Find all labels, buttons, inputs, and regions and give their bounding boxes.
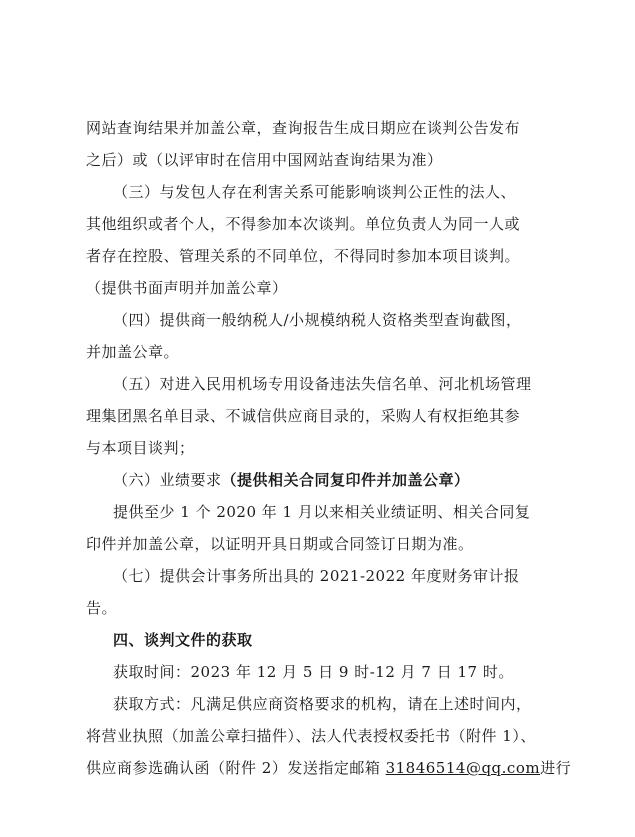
clause-3-line: （三）与发包人存在利害关系可能影响谈判公正性的法人、 <box>113 183 517 201</box>
section-4-heading: 四、谈判文件的获取 <box>113 631 253 649</box>
paragraph-line: 与本项目谈判； <box>86 439 195 457</box>
paragraph-line: 印件并加盖公章，以证明开具日期或合同签订日期为准。 <box>86 535 474 553</box>
acquire-time: 获取时间：2023 年 12 月 5 日 9 时-12 月 7 日 17 时。 <box>113 663 514 681</box>
acquire-method-line: 获取方式：凡满足供应商资格要求的机构，请在上述时间内， <box>113 695 532 713</box>
paragraph-line: 提供至少 1 个 2020 年 1 月以来相关业绩证明、相关合同复 <box>113 503 531 521</box>
clause-5-line: （五）对进入民用机场专用设备违法失信名单、河北机场管理 <box>113 375 532 393</box>
acquire-method-line <box>86 758 571 778</box>
paragraph-line: 者存在控股、管理关系的不同单位，不得同时参加本项目谈判。 <box>86 247 521 265</box>
acquire-method-suffix: 进行 <box>540 759 572 777</box>
acquire-method-line: 将营业执照（加盖公章扫描件）、法人代表授权委托书（附件 1）、 <box>86 727 536 745</box>
clause-6-line <box>113 470 470 490</box>
paragraph-line: 并加盖公章。 <box>86 343 180 361</box>
paragraph-line: 告。 <box>86 599 118 617</box>
clause-4-line: （四）提供商一般纳税人/小规模纳税人资格类型查询截图， <box>113 311 522 329</box>
email-link[interactable]: 31846514@qq.com <box>385 759 541 777</box>
clause-6-bold-note: （提供相关合同复印件并加盖公章） <box>221 471 470 489</box>
paragraph-line: 之后）或（以评审时在信用中国网站查询结果为准） <box>86 151 443 169</box>
paragraph-line: 其他组织或者个人，不得参加本次谈判。单位负责人为同一人或 <box>86 215 521 233</box>
acquire-method-prefix: 供应商参选确认函（附件 2）发送指定邮箱 <box>86 759 386 777</box>
paragraph-line: 理集团黑名单目录、不诚信供应商目录的，采购人有权拒绝其参 <box>86 407 521 425</box>
clause-6-prefix: （六）业绩要求 <box>113 471 222 489</box>
paragraph-line: 网站查询结果并加盖公章，查询报告生成日期应在谈判公告发布 <box>86 119 521 137</box>
clause-7-line: （七）提供会计事务所出具的 2021-2022 年度财务审计报 <box>113 567 520 585</box>
paragraph-line: （提供书面声明并加盖公章） <box>86 279 288 297</box>
